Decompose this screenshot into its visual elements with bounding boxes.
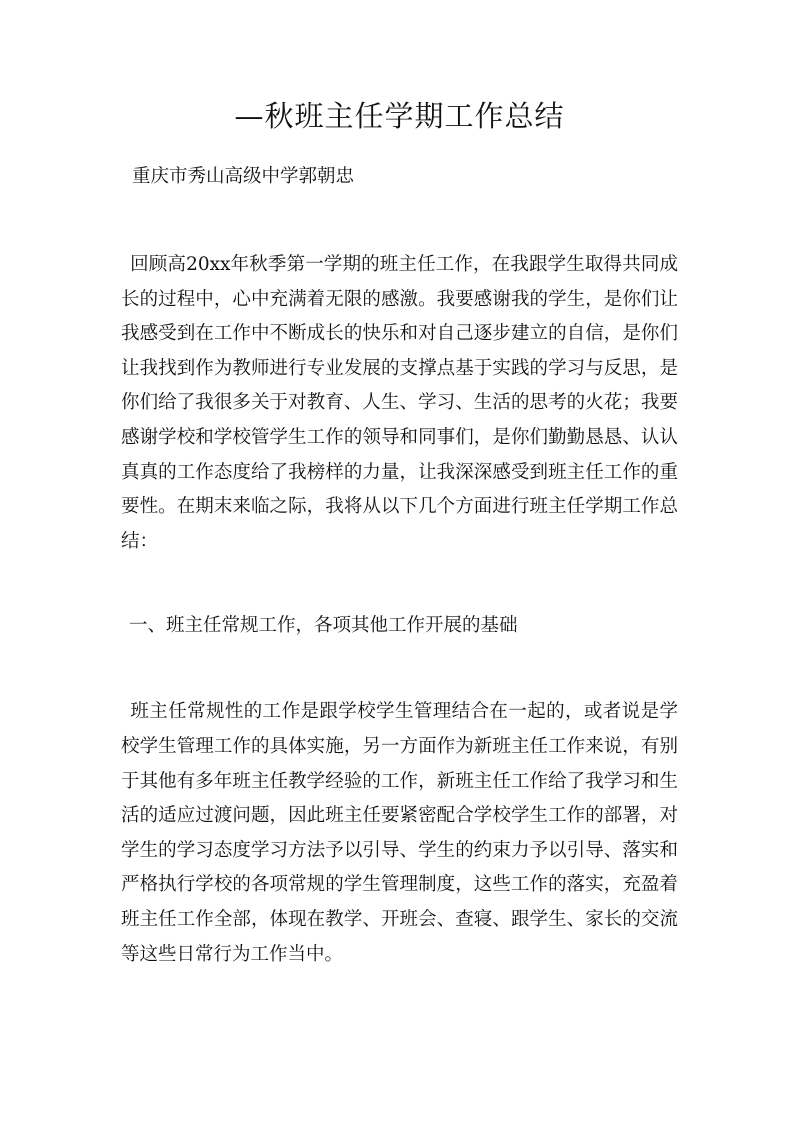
body-paragraph xyxy=(121,695,678,972)
intro-paragraph xyxy=(121,248,678,559)
body-paragraph-text: 班主任常规性的工作是跟学校学生管理结合在一起的，或者说是学校学生管理工作的具体实施，另一方面作为新班主任工作来说，有别于其他有多年班主任教学经验的工作，新班主任工作给了我学习和生活的适应过渡问题，因此班主任要紧密配合学校学生工作的部署，对学生的学习态度学习方法予以引导、学生的约束力予以引导、落实和严格执行学校的各项常规的学生管理制度，这些工作的落实，充盈着班主任工作全部，体现在教学、开班会、查寝、跟学生、家长的交流等这些日常行为工作当中。 xyxy=(121,701,678,965)
section-heading: 一、班主任常规工作，各项其他工作开展的基础 xyxy=(129,615,518,637)
intro-paragraph-text: 回顾高20xx年秋季第一学期的班主任工作，在我跟学生取得共同成长的过程中，心中充满着无限的感激。我要感谢我的学生，是你们让我感受到在工作中不断成长的快乐和对自己逐步建立的自信，是你们让我找到作为教师进行专业发展的支撑点基于实践的学习与反思，是你们给了我很多关于对教育、人生、学习、生活的思考的火花；我要感谢学校和学校管学生工作的领导和同事们，是你们勤勤恳恳、认认真真的工作态度给了我榜样的力量，让我深深感受到班主任工作的重要性。在期末来临之际，我将从以下几个方面进行班主任学期工作总结： xyxy=(121,254,678,552)
document-title: —秋班主任学期工作总结 xyxy=(234,99,565,133)
author-line: 重庆市秀山高级中学郭朝忠 xyxy=(132,166,355,187)
